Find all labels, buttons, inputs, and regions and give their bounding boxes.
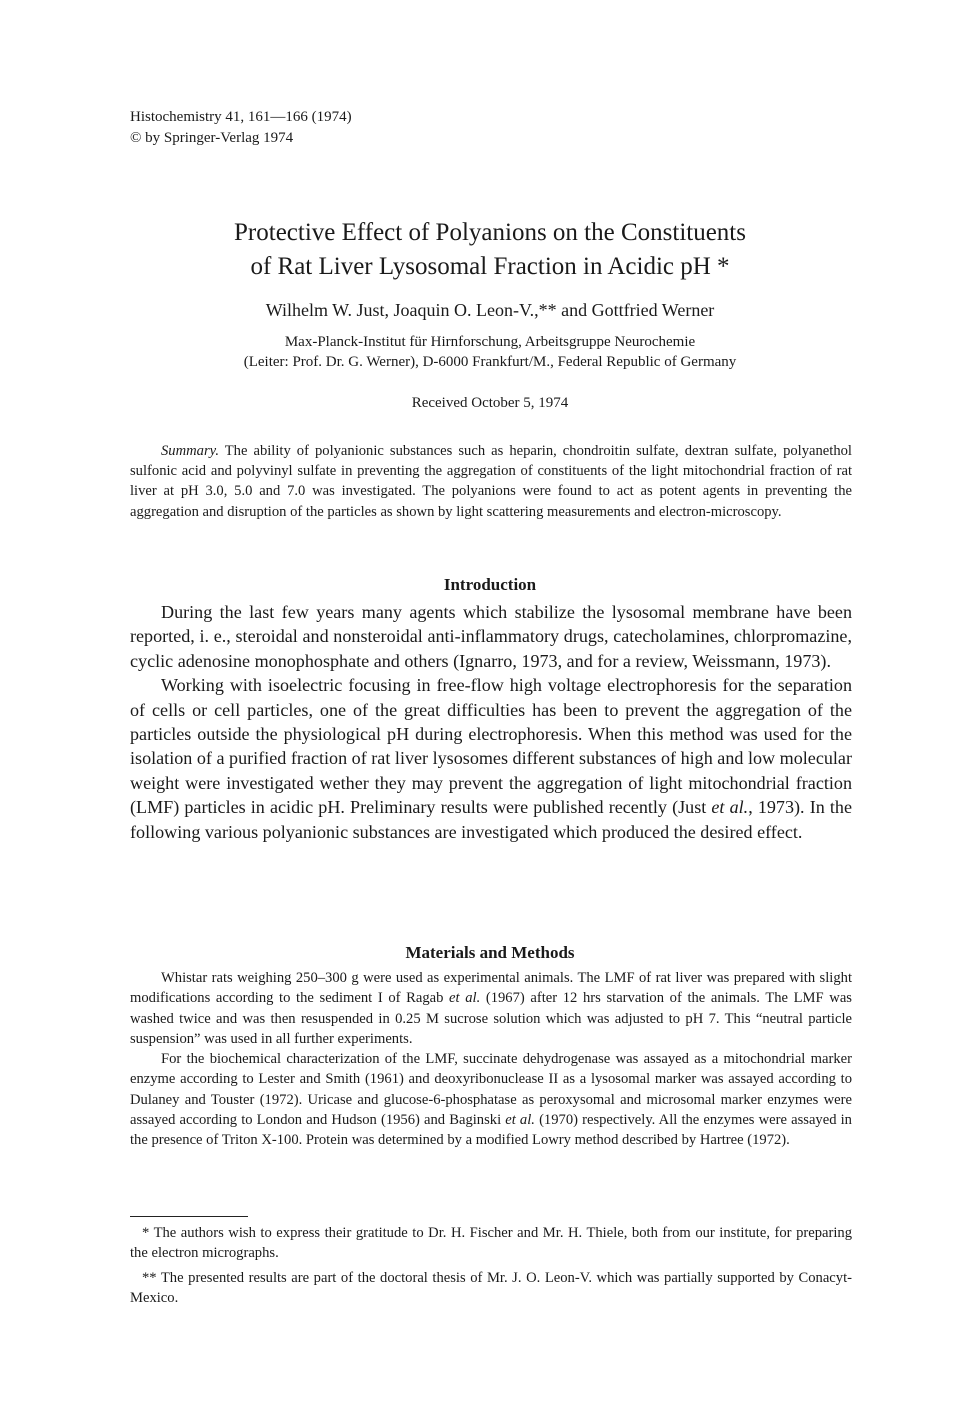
intro-p2-part-b: , 1973). In the following various polyanionic substances are investigated which produced the desired effect. <box>130 797 852 842</box>
intro-paragraph-1: During the last few years many agents which stabilize the lysosomal membrane have been reported, i. e., steroidal and nonsteroidal anti-inflammatory drugs, catecholamines, chlorpromazine, cyclic adenosine monophosphate and others (Ignarro, 1973, and for a review, Weissmann, 1973). <box>130 602 852 671</box>
introduction-body <box>130 600 852 844</box>
intro-p2-etal: et al. <box>711 797 749 818</box>
introduction-heading: Introduction <box>443 575 537 594</box>
received-date: Received October 5, 1974 <box>411 395 569 411</box>
methods-p2-part-a: For the biochemical characterization of the LMF, succinate dehydrogenase was assayed as a mitochondrial marker enzyme according to Lester and Smith (1961) and deoxyribonuclease II as a lysosomal marker was assayed according to Dulaney and Touster (1972). Uricase and glucose-6-phosphatase as peroxysomal and microsomal marker enzymes were assayed according to London and Hudson (1956) and Baginski <box>130 1051 852 1129</box>
methods-p1-etal: et al. <box>449 990 481 1007</box>
methods-p2-part-b: (1970) respectively. All the enzymes were assayed in the presence of Triton X-100. Protein was determined by a modified Lowry method described by Hartree (1972). <box>130 1112 852 1149</box>
intro-paragraph-2 <box>130 673 852 844</box>
paper-title <box>130 216 850 284</box>
footnote-2: ** The presented results are part of the doctoral thesis of Mr. J. O. Leon-V. which was partially supported by Conacyt-Mexico. <box>130 1269 852 1306</box>
footnote-divider <box>130 1216 248 1217</box>
methods-heading: Materials and Methods <box>405 943 575 962</box>
title-line-1: Protective Effect of Polyanions on the Constituents <box>234 219 746 246</box>
affiliation-line-2: (Leiter: Prof. Dr. G. Werner), D-6000 Frankfurt/M., Federal Republic of Germany <box>243 354 737 370</box>
journal-citation: Histochemistry 41, 161—166 (1974) <box>130 109 352 125</box>
summary-text: The ability of polyanionic substances such as heparin, chondroitin sulfate, dextran sulfate, polyanethol sulfonic acid and polyvinyl sulfate in preventing the aggregation of constituents of the light mitochondrial fraction of rat liver at pH 3.0, 5.0 and 7.0 was investigated. The polyanions were found to act as potent agents in preventing the aggregation and disruption of the particles as shown by light scattering measurements and electron-microscopy. <box>130 443 852 520</box>
summary <box>130 441 852 522</box>
methods-paragraph-2 <box>130 1049 852 1150</box>
journal-header <box>130 107 352 149</box>
intro-p2-part-a: Working with isoelectric focusing in free-flow high voltage electrophoresis for the separation of cells or cell particles, one of the great difficulties has been to prevent the aggregation of the particles outside the physiological pH during electrophoresis. When this method was used for the isolation of a purified fraction of rat liver lysosomes different substances of high and low molecular weight were investigated wether they may prevent the aggregation of light mitochondrial fraction (LMF) particles in acidic pH. Preliminary results were published recently (Just <box>130 675 852 818</box>
methods-p1-part-a: Whistar rats weighing 250–300 g were used as experimental animals. The LMF of rat liver was prepared with slight modifications according to the sediment I of Ragab <box>130 970 852 1007</box>
title-line-2: of Rat Liver Lysosomal Fraction in Acidic pH * <box>250 253 730 280</box>
methods-body <box>130 968 852 1151</box>
methods-paragraph-1 <box>130 968 852 1049</box>
methods-p1-part-b: (1967) after 12 hrs starvation of the animals. The LMF was washed twice and was then resuspended in 0.25 M sucrose solution which was adjusted to pH 7. This “neutral particle suspension” was used in all further experiments. <box>130 990 852 1047</box>
authors: Wilhelm W. Just, Joaquin O. Leon-V.,** and Gottfried Werner <box>265 300 715 320</box>
summary-lead: Summary. <box>161 443 219 459</box>
methods-p2-etal: et al. <box>505 1112 535 1129</box>
affiliation <box>130 332 850 372</box>
footnote-1: * The authors wish to express their gratitude to Dr. H. Fischer and Mr. H. Thiele, both from our institute, for preparing the electron micrographs. <box>130 1225 852 1262</box>
copyright-line: © by Springer-Verlag 1974 <box>130 130 294 146</box>
footnotes <box>130 1223 852 1312</box>
affiliation-line-1: Max-Planck-Institut für Hirnforschung, Arbeitsgruppe Neurochemie <box>284 334 696 350</box>
